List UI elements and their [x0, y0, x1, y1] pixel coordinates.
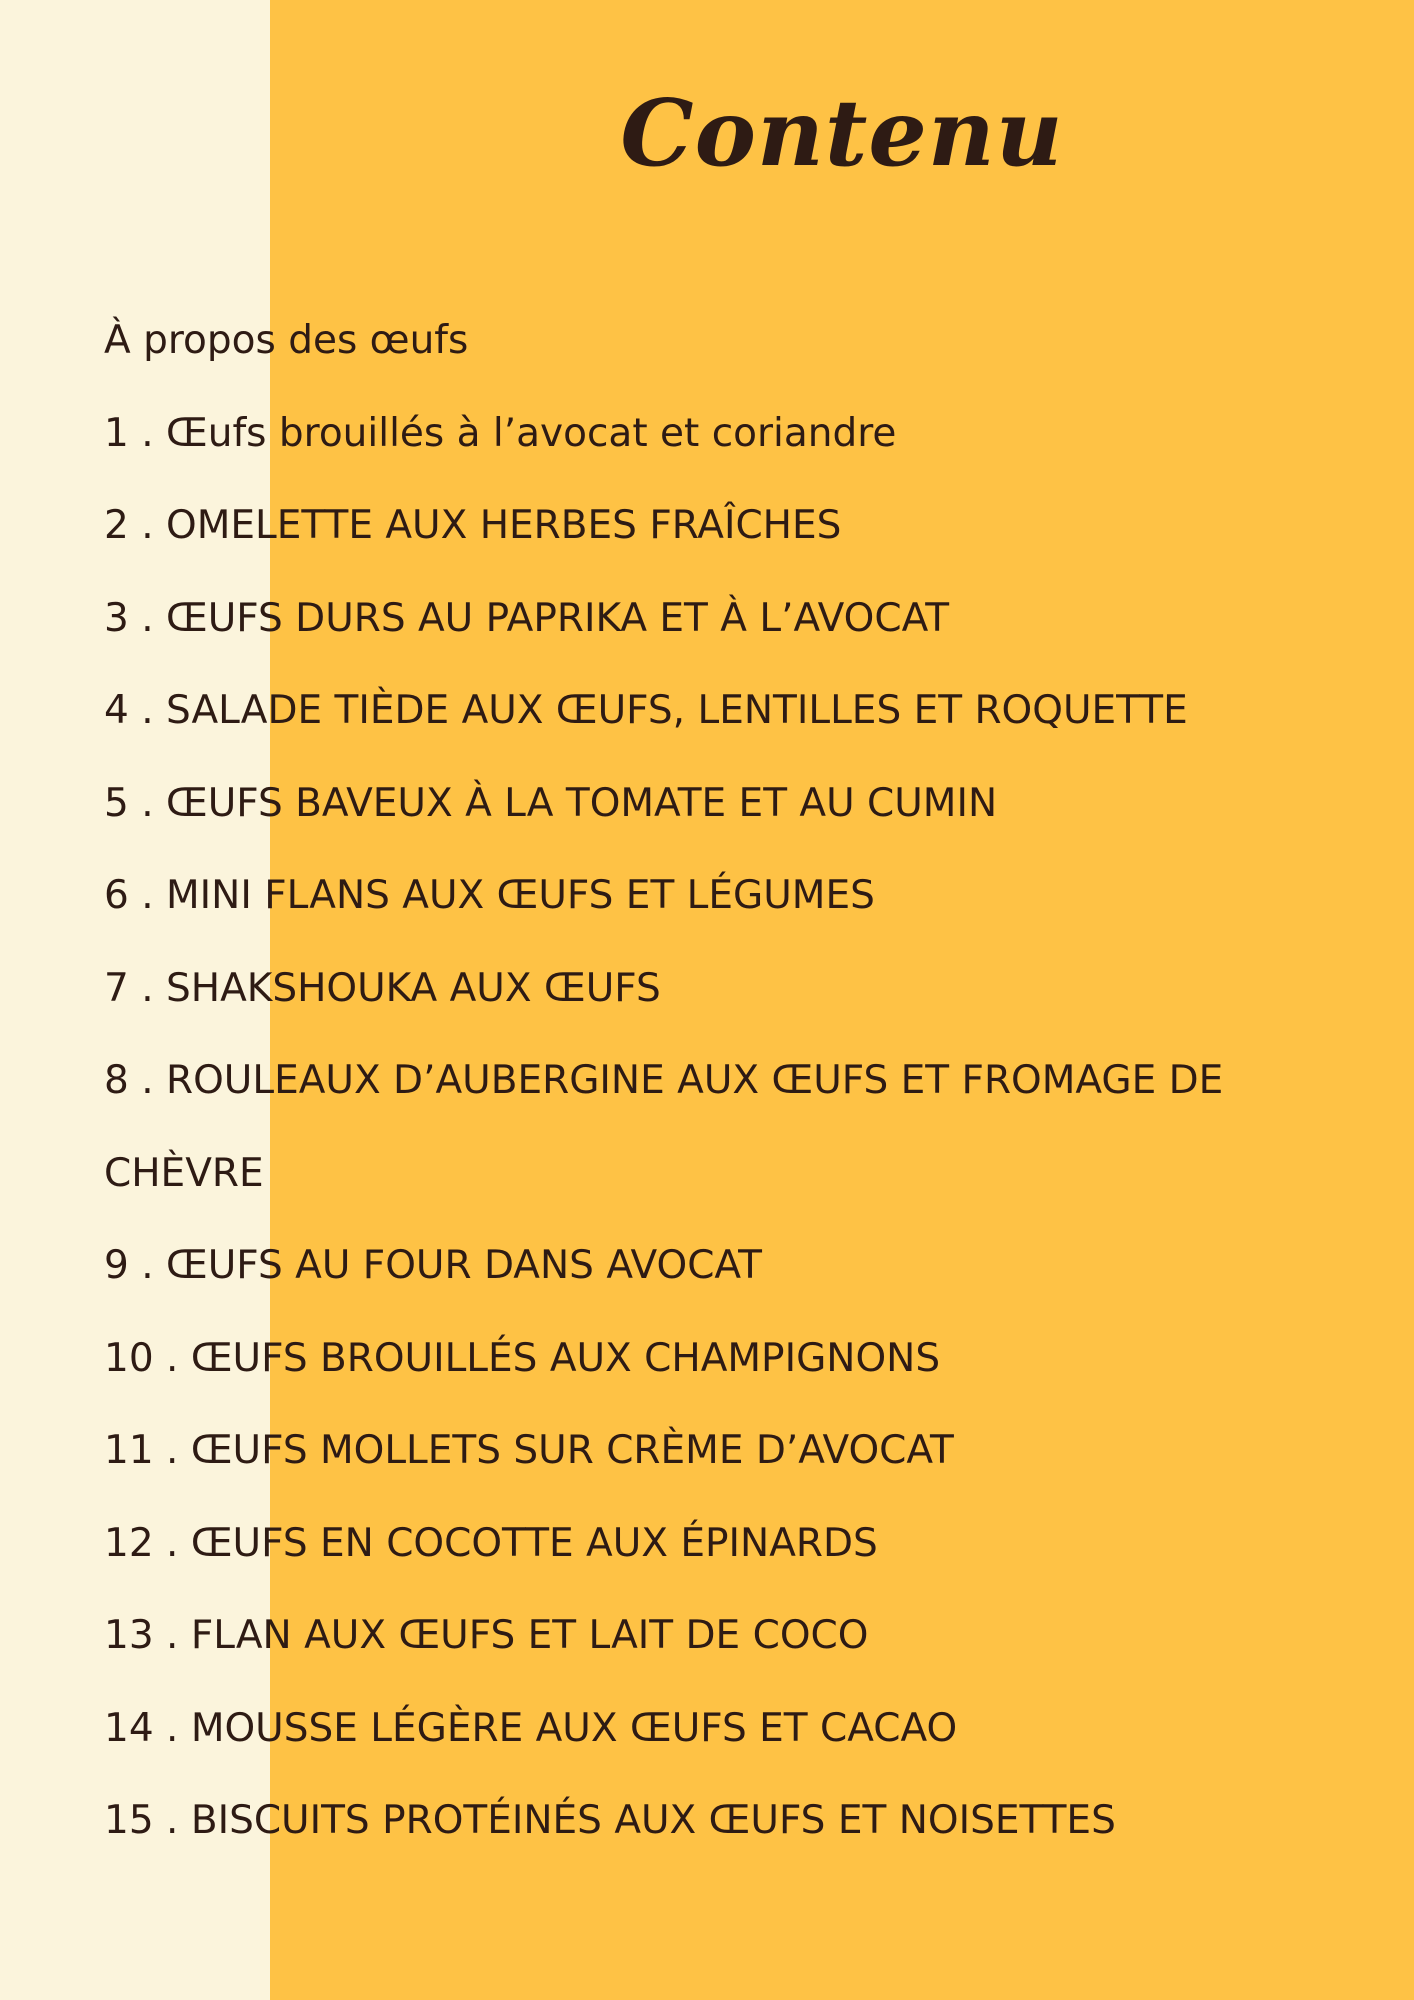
toc-item-10[interactable]: 10 . ŒUFS BROUILLÉS AUX CHAMPIGNONS — [104, 1335, 941, 1381]
toc-item-7[interactable]: 7 . SHAKSHOUKA AUX ŒUFS — [104, 965, 661, 1011]
toc-item-about-eggs[interactable]: À propos des œufs — [104, 318, 469, 363]
toc-item-11[interactable]: 11 . ŒUFS MOLLETS SUR CRÈME D’AVOCAT — [104, 1428, 954, 1473]
table-of-contents — [104, 295, 1344, 1868]
toc-item-12[interactable]: 12 . ŒUFS EN COCOTTE AUX ÉPINARDS — [104, 1520, 878, 1566]
toc-item-5[interactable]: 5 . ŒUFS BAVEUX À LA TOMATE ET AU CUMIN — [104, 780, 998, 826]
toc-item-13[interactable]: 13 . FLAN AUX ŒUFS ET LAIT DE COCO — [104, 1613, 869, 1658]
toc-item-4[interactable]: 4 . SALADE TIÈDE AUX ŒUFS, LENTILLES ET ROQUETTE — [104, 688, 1188, 733]
toc-item-15[interactable]: 15 . BISCUITS PROTÉINÉS AUX ŒUFS ET NOISETTES — [104, 1798, 1116, 1843]
toc-item-6[interactable]: 6 . MINI FLANS AUX ŒUFS ET LÉGUMES — [104, 873, 875, 918]
toc-item-9[interactable]: 9 . ŒUFS AU FOUR DANS AVOCAT — [104, 1243, 762, 1288]
toc-item-14[interactable]: 14 . MOUSSE LÉGÈRE AUX ŒUFS ET CACAO — [104, 1705, 958, 1751]
toc-item-3[interactable]: 3 . ŒUFS DURS AU PAPRIKA ET À L’AVOCAT — [104, 595, 950, 641]
toc-item-8[interactable]: 8 . ROULEAUX D’AUBERGINE AUX ŒUFS ET FROMAGE DE CHÈVRE — [104, 1058, 1224, 1196]
toc-item-1[interactable]: 1 . Œufs brouillés à l’avocat et coriandre — [104, 410, 897, 456]
toc-item-2[interactable]: 2 . OMELETTE AUX HERBES FRAÎCHES — [104, 503, 842, 548]
page-title: Contenu — [620, 79, 1064, 187]
